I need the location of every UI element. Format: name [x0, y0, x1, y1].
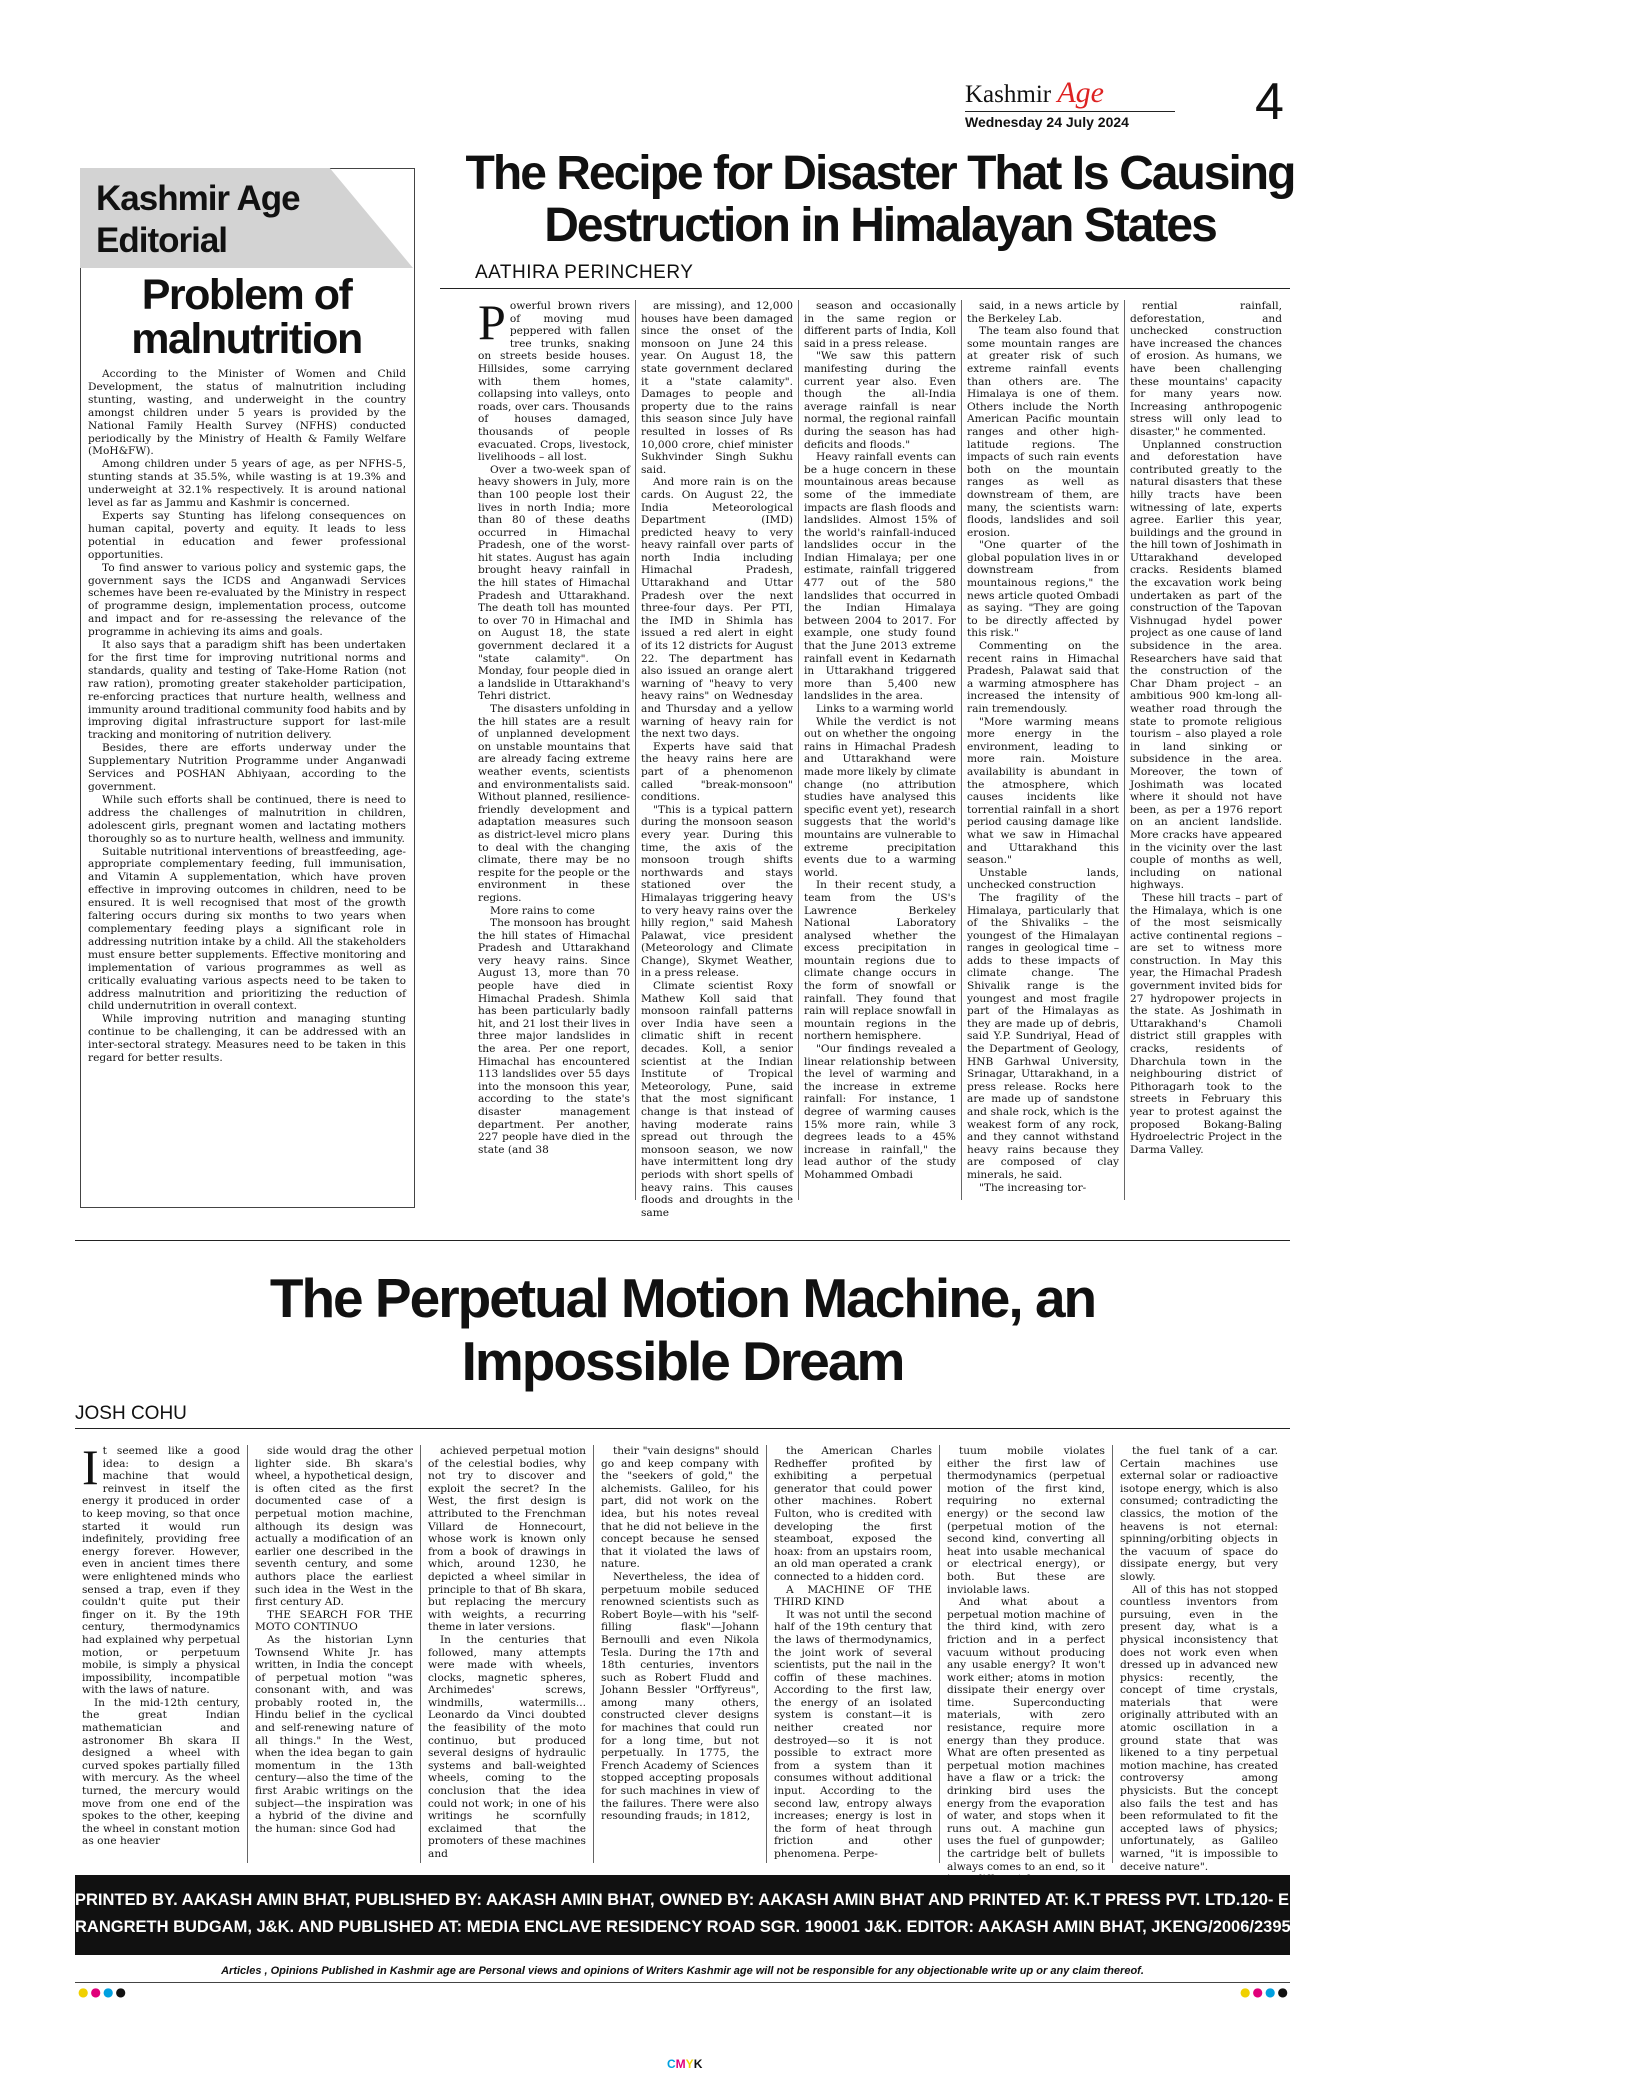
article-paragraph: Climate scientist Roxy Mathew Koll said that monsoon rainfall patterns over India have seen a climatic shift in recent decades. Koll, a senior scientist at the Indian Institute of Tropical Meteorology, Pune, said that the most significant change is that instead of having moderate rains spread out through the monsoon season, we now have intermittent long dry periods with short spells of heavy rains. This causes floods and droughts in the same — [641, 980, 793, 1219]
editorial-paragraph: While improving nutrition and managing stunting continue to be challenging, it can be addressed with an inter-sectoral strategy. Measures need to be taken in this regard for better results. — [88, 1013, 406, 1065]
article-column — [255, 1445, 413, 1863]
column-separator — [766, 1445, 767, 1863]
article-rule — [440, 288, 1290, 289]
column-separator — [1112, 1445, 1113, 1863]
article-column — [774, 1445, 932, 1863]
article-paragraph: As the historian Lynn Townsend White Jr. has written, in India the concept of perpetual motion "was consonant with, and was probably rooted in, the Hindu belief in the cyclical and self-renewing nature of all things." In the West, when the idea began to gain momentum in the 13th century—also the time of the first Arabic writings on the subject—the inspiration was a hybrid of the divine and the human: since God had — [255, 1633, 413, 1835]
article-paragraph: achieved perpetual motion of the celestial bodies, why not try to discover and exploit the secret? In the West, the first design is attributed to the Frenchman Villard de Honnecourt, whose work is known only from a book of drawings in which, around 1230, he depicted a wheel similar in principle to that of Bh skara, but replacing the mercury with weights, a recurring theme in later versions. — [428, 1445, 586, 1634]
issue-date: Wednesday 24 July 2024 — [965, 111, 1175, 130]
article-paragraph: Heavy rainfall events can be a huge concern in these mountainous areas because some of the immediate impacts are flash floods and landslides. Almost 15% of the world's rainfall-induced landslides occur in the Indian Himalaya; per one estimate, rainfall triggered 477 out of the 580 landslides that occurred in the Indian Himalaya between 2004 to 2017. For example, one study found that the June 2013 extreme rainfall event in Kedarnath in Uttarakhand triggered more than 5,400 new landslides in the area. — [804, 451, 956, 703]
article-paragraph: It was not until the second half of the 19th century that the laws of thermodynamics, the joint work of several scientists, put the nail in the coffin of these machines. According to the first law, the energy of an isolated system is constant—it is neither created nor destroyed—so it is not possible to extract more from a system than it consumes without additional input. According to the second law, entropy always increases; energy is lost in the form of heat through friction and other phenomena. Perpe- — [774, 1608, 932, 1860]
article-paragraph: season and occasionally in the same region or different parts of India, Koll said in a press release. — [804, 300, 956, 350]
registration-dots: ●●●● — [1240, 1985, 1290, 1999]
editorial-paragraph: Experts say Stunting has lifelong consequences on human capital, poverty and equity. It leads to less potential in education and fewer professional opportunities. — [88, 509, 406, 561]
column-separator — [939, 1445, 940, 1863]
article-paragraph: "Our findings revealed a linear relationship between the level of warming and the increase in extreme rainfall: For instance, 1 degree of warming causes 15% more rain, while 3 degrees leads to a 45% increase in rainfall," the lead author of the study Mohammed Ombadi — [804, 1043, 956, 1181]
article-byline: AATHIRA PERINCHERY — [475, 262, 694, 283]
article-paragraph: The monsoon has brought the hill states of Himachal Pradesh and Uttarakhand very heavy rains. Since August 13, more than 70 people have died in Himachal Pradesh. Shimla has been particularly badly hit, and 21 lost their lives in three major landslides in the area. Per one report, Himachal has encountered 113 landslides over 55 days into the monsoon this year, according to the state's disaster management department. Per another, 227 people have died in the state (and 38 — [478, 917, 631, 1156]
editorial-body — [88, 368, 406, 1200]
article-text: t seemed like a good idea: to design a machine that would reinvest in itself the energy it produced in order to keep moving, so that once started it would run indefinitely, providing free energy forever. However, even in ancient times there were enlightened minds who sensed a trap, even if they couldn't quite put their finger on it. By the 19th century, thermodynamics had explained why perpetual motion, or perpetuum mobile, is simply a physical impossibility, incompatible with the laws of nature. — [82, 1445, 240, 1697]
article-paragraph: tuum mobile violates either the first law of thermodynamics (perpetual motion of the first kind, requiring no external energy) or the second law (perpetual motion of the second kind, converting all heat into usable mechanical or electrical energy), or both. But these are inviolable laws. — [947, 1445, 1105, 1596]
article-paragraph: said, in a news article by the Berkeley Lab. — [967, 300, 1119, 325]
article-column — [82, 1439, 240, 1863]
article-column — [601, 1445, 759, 1863]
article-paragraph — [82, 1439, 240, 1697]
article-paragraph: Commenting on the recent rains in Himachal Pradesh, Palawat said that a warming atmosphere has increased the intensity of rain tremendously. — [967, 640, 1119, 715]
column-separator — [1124, 300, 1125, 1200]
article-paragraph: "More warming means more energy in the environment, leading to more rain. Moisture availability is abundant in the atmosphere, which causes incidents like torrential rainfall in a short period causing damage like what we saw in Himachal and Uttarakhand this season." — [967, 715, 1119, 867]
article-column — [804, 300, 956, 1200]
article-paragraph: side would drag the other lighter side. Bh skara's wheel, a hypothetical design, is often cited as the first documented case of a perpetual motion machine, although its design was actually a modification of an earlier one described in the seventh century, and some authors place the earliest such idea in the West in the first century AD. — [255, 1445, 413, 1609]
article-column — [428, 1445, 586, 1863]
article-column — [967, 300, 1119, 1200]
article-paragraph: Experts have said that the heavy rains here are part of a phenomenon called "break-monsoon" conditions. — [641, 740, 793, 804]
editorial-paragraph: Among children under 5 years of age, as per NFHS-5, stunting stands at 35.5%, while wasting is at 19.3% and underweight at 32.1% respectively. It is around national level as far as Jammu and Kashmir is concerned. — [88, 458, 406, 510]
editorial-paragraph: It also says that a paradigm shift has been undertaken for the first time for improving nutritional norms and standards, quality and testing of Take-Home Ration (not raw ration), promoting greater stakeholder participation, re-enforcing practices that nurture health, wellness and immunity around traditional community food habits and by improving digital infrastructure support for last-mile tracking and monitoring of nutrition delivery. — [88, 639, 406, 742]
article-headline: The Perpetual Motion Machine, an Impossible Dream — [269, 1267, 1096, 1392]
disclaimer: Articles , Opinions Published in Kashmir age are Personal views and opinions of Writers Kashmir age will not be responsible for any objectionable write up or any claim thereof. — [221, 1965, 1144, 1977]
article-paragraph: are missing), and 12,000 houses have been damaged since the onset of the monsoon on June 24 this year. On August 18, the state government declared it a "state calamity". Damages to people and property due to the rains this season since July have resulted in losses of Rs 10,000 crore, chief minister Sukhvinder Singh Sukhu said. — [641, 300, 793, 476]
article-paragraph: "The increasing tor- — [979, 1181, 1087, 1194]
article-paragraph: The team also found that some mountain ranges are at greater risk of such extreme rainfall events than others are. The Himalaya is one of them. Others include the North American Pacific mountain ranges and other high-latitude regions. The impacts of such rain events both on the mountain ranges as well as downstream of them, are many, the scientists warn: floods, landslides and soil erosion. — [967, 325, 1119, 539]
article-paragraph: their "vain designs" should go and keep company with the "seekers of gold," the alchemists. Galileo, for his part, did not work on the idea, but his notes reveal that he did not believe in the concept because he sensed that it violated the laws of nature. — [601, 1445, 759, 1571]
column-separator — [420, 1445, 421, 1863]
article-paragraph: More rains to come — [490, 904, 595, 917]
article-paragraph: A MACHINE OF THE THIRD KIND — [774, 1583, 932, 1609]
article-paragraph: In their recent study, a team from the US's Lawrence Berkeley National Laboratory analysed whether the excess precipitation in mountain regions due to climate change occurs in the form of snowfall or rainfall. They found that rain will replace snowfall in mountain regions in the northern hemisphere. — [804, 879, 956, 1043]
article-paragraph: THE SEARCH FOR THE MOTO CONTINUO — [255, 1608, 413, 1634]
editorial-paragraph: While such efforts shall be continued, there is need to address the challenges of malnutrition in children, adolescent girls, pregnant women and lactating mothers thoroughly so as to nurture health, wellness and immunity. — [88, 793, 406, 845]
column-separator — [961, 300, 962, 1200]
article-paragraph: While the verdict is not out on whether the ongoing rains in Himachal Pradesh and Uttarakhand were made more likely by climate change (no attribution studies have analysed this specific event yet), research suggests that the world's mountains are vulnerable to extreme precipitation events due to a warming world. — [804, 715, 956, 879]
article-paragraph: Over a two-week span of heavy showers in July, more than 100 people lost their lives in north India; more than 80 of these deaths occurred in Himachal Pradesh, one of the worst-hit states. August has again brought heavy rainfall in the hill states of Himachal Pradesh and Uttarakhand. The death toll has mounted to over 70 in Himachal and on August 18, the state government declared it a "state calamity". On Monday, four people died in a landslide in Uttarakhand's Tehri district. — [478, 463, 630, 703]
registration-dots: ●●●● — [78, 1985, 128, 1999]
article-column — [478, 294, 631, 1200]
imprint-line: PRINTED BY. AAKASH AMIN BHAT, PUBLISHED BY: AAKASH AMIN BHAT, OWNED BY: AAKASH AMIN BHAT AND PRINTED AT: K.T PRESS PVT. LTD.120- ELECTRONIC COMPLEX INDUSTRIAL ESTATE — [75, 1891, 1643, 1909]
editorial-title: Problem of malnutrition — [131, 271, 362, 363]
editorial-paragraph: To find answer to various policy and systemic gaps, the government says the ICDS and Anganwadi Services schemes have been re-evaluated by the Ministry in respect of programme design, implementation process, outcome and impact and for re-assessing the relevance of the programme in achieving its aims and goals. — [88, 561, 406, 639]
article-paragraph: All of this has not stopped countless inventors from pursuing, even in the present day, what is a physical inconsistency that does not work even when dressed up in advanced new physics: recently, the concept of time crystals, materials that were originally attributed with an atomic oscillation in a ground state that was likened to a tiny perpetual motion machine, has created controversy among physicists. But the concept also fails the test and has been reformulated to fit the accepted laws of physics; unfortunately, as Galileo warned, "it is impossible to deceive nature". — [1120, 1583, 1278, 1873]
article-rule — [75, 1428, 1290, 1429]
article-paragraph: The disasters unfolding in the hill states are a result of unplanned development on unstable mountains that are already facing extreme weather events, scientists and environmentalists said. Without planned, resilience-friendly development and adaptation measures such as district-level micro plans to deal with the changing climate, there may be no respite for the people or the environment in these regions. — [478, 703, 630, 904]
article-paragraph: And what about a perpetual motion machine of the third kind, with zero friction and in a perfect vacuum without producing any usable energy? It won't work either; atoms in motion dissipate their energy over time. Superconducting materials, with zero resistance, require more energy than they produce. What are often presented as perpetual motion machines have a flaw or a trick: the drinking bird uses the energy from the evaporation of water, and stops when it runs out. A machine gun uses the fuel of gunpowder; the cartridge belt of bullets always comes to an end, so it — [947, 1596, 1105, 1873]
article-paragraph: The fragility of the Himalaya, particularly that of the Shivaliks – the youngest of the Himalayan ranges in geological time – adds to these impacts of climate change. The Shivalik range is the youngest and most fragile part of the Himalayas as they are made up of debris, said Y.P. Sundriyal, Head of the Department of Geology, HNB Garhwal University, Srinagar, Uttarakhand, in a press release. Rocks here are made up of sandstone and shale rock, which is the weakest form of any rock, and they cannot withstand heavy rains because they are composed of clay minerals, he said. — [967, 891, 1119, 1181]
article-paragraph: These hill tracts – part of the Himalaya, which is one of the most seismically active continental regions – are set to witness more construction. In May this year, the Himachal Pradesh government invited bids for 27 hydropower projects in the state. As Joshimath in Uttarakhand's Chamoli district still grapples with cracks, residents of Dharchula town in the neighbouring district of Pithoragarh took to the streets in February this year to protest against the proposed Bokang-Baling Hydroelectric Project in the Darma Valley. — [1130, 891, 1282, 1156]
article-column — [947, 1445, 1105, 1873]
article-paragraph: "We saw this pattern manifesting during the current year also. Even though the all-India average rainfall is near normal, the regional rainfall during the season has had deficits and floods." — [804, 350, 956, 451]
drop-cap: P — [478, 294, 506, 350]
article-paragraph: the American Charles Redheffer profited by exhibiting a perpetual generator that could power other machines. Robert Fulton, who is credited with developing the first steamboat, exposed the hoax: from an upstairs room, an old man operated a crank connected to a hidden cord. — [774, 1445, 932, 1583]
imprint-line: RANGRETH BUDGAM, J&K. AND PUBLISHED AT: MEDIA ENCLAVE RESIDENCY ROAD SGR. 190001 J&K. EDITOR: AAKASH AMIN BHAT, JKENG/2006/23952 — [75, 1918, 1300, 1936]
article-headline: The Recipe for Disaster That Is Causing Destruction in Himalayan States — [465, 147, 1295, 252]
article-column — [641, 300, 793, 1219]
article-paragraph — [478, 294, 630, 464]
section-divider — [75, 1240, 1290, 1241]
footer-rule — [75, 1982, 1290, 1983]
article-paragraph: "This is a typical pattern during the monsoon season every year. During this time, the axis of the monsoon trough shifts northwards and stays stationed over the Himalayas triggering heavy to very heavy rains over the hilly region," said Mahesh Palawat, vice president (Meteorology and Climate Change), Skymet Weather, in a press release. — [641, 803, 793, 980]
editorial-paragraph: Besides, there are efforts underway under the Supplementary Nutrition Programme under Anganwadi Services and POSHAN Abhiyaan, according to the government. — [88, 742, 406, 793]
article-paragraph: And more rain is on the cards. On August 22, the India Meteorological Department (IMD) predicted heavy to very heavy rainfall over parts of north India including Himachal Pradesh, Uttarakhand and Uttar Pradesh over the next three-four days. Per PTI, the IMD in Shimla has issued a red alert in eight of its 12 districts for August 22. The department has also issued an orange alert warning of "heavy to very heavy rains" on Wednesday and Thursday and a yellow warning of heavy rain for the next two days. — [641, 476, 793, 741]
editorial-paragraph: Suitable nutritional interventions of breastfeeding, age-appropriate complementary feeding, full immunisation, and Vitamin A supplementation, which have proven effective in improving outcomes in children, need to be ensured. It is well recognised that most of the growth faltering occurs during six months to two years when complementary feeding plays a significant role in addressing nutrition intake by a child. All the stakeholders must ensure better supplements. Effective monitoring and implementation of various programmes as well as critically evaluating various aspects need to be taken to address malnutrition and prioritizing the reduction of child undernutrition in overall context. — [88, 845, 406, 1013]
article-paragraph: In the mid-12th century, the great Indian mathematician and astronomer Bh skara II designed a wheel with curved spokes partially filled with mercury. As the wheel turned, the mercury would move from one end of the spokes to the other, keeping the wheel in constant motion as one heavier — [82, 1696, 240, 1848]
drop-cap: I — [82, 1439, 99, 1495]
cmyk-mark: CMYK — [667, 2057, 703, 2071]
column-separator — [798, 300, 799, 1200]
article-paragraph: Unplanned construction and deforestation have contributed greatly to the natural disasters that these hilly tracts have been witnessing of late, experts agree. Earlier this year, buildings and the ground in the hill town of Joshimath in Uttarakhand developed cracks. Residents blamed the excavation work being undertaken as part of the construction of the Tapovan Vishnugad hydel power project as one cause of land subsidence in the area. Researchers have said that the construction of the Char Dham project – an ambitious 900 km-long all-weather road through the state to promote religious tourism – also played a role in land sinking or subsidence in the area. Moreover, the town of Joshimath was located where it should not have been, as per a 1976 report on an ancient landslide. More cracks have appeared in the vicinity over the last couple of months as well, including on national highways. — [1130, 438, 1282, 892]
article-paragraph: rential rainfall, deforestation, and unchecked construction have increased the chances of erosion. As humans, we have been challenging these mountains' capacity for many years now. Increasing anthropogenic stress will only lead to disaster," he commented. — [1130, 300, 1282, 438]
article-column — [1130, 300, 1282, 1200]
column-separator — [247, 1445, 248, 1863]
masthead — [965, 76, 1300, 136]
imprint-bar — [75, 1875, 1643, 1955]
column-separator — [593, 1445, 594, 1863]
column-separator — [635, 300, 636, 1200]
article-paragraph: Nevertheless, the idea of perpetuum mobile seduced renowned scientists such as Robert Boyle—with his "self-filling flask"—Johann Bernoulli and even Nikola Tesla. During the 17th and 18th centuries, inventors such as Robert Fludd and Johann Bessler "Orffyreus", among many others, constructed clever designs for machines that could run for a long time, but not perpetually. In 1775, the French Academy of Sciences stopped accepting proposals for such machines in view of the failures. There were also resounding frauds; in 1812, — [601, 1570, 759, 1823]
article-paragraph: the fuel tank of a car. Certain machines use external solar or radioactive isotope energy, which is also consumed; contradicting the classics, the motion of the heavens is not eternal: spinning/orbiting objects in the vacuum of space do dissipate energy, but very slowly. — [1120, 1445, 1278, 1583]
article-paragraph: In the centuries that followed, many attempts were made with wheels, clocks, magnetic spheres, Archimedes' screws, windmills, watermills... Leonardo da Vinci doubted the feasibility of the moto continuo, but produced several designs of hydraulic systems and ball-weighted wheels, coming to the conclusion that the idea could not work; in one of his writings he scornfully exclaimed that the promoters of these machines and — [428, 1633, 586, 1860]
editorial-paragraph: According to the Minister of Women and Child Development, the status of malnutrition including stunting, wasting, and underweight in the country amongst children under 5 years is provided by the National Family Health Survey (NFHS) conducted periodically by the Ministry of Health & Family Welfare (MoH&FW). — [88, 368, 406, 458]
editorial-header — [80, 168, 413, 268]
article-paragraph: "One quarter of the global population lives in or downstream from mountainous regions," the news article quoted Ombadi as saying. "They are going to be directly affected by this risk." — [967, 539, 1119, 640]
editorial-label: Kashmir Age Editorial — [96, 179, 300, 260]
page-number: 4 — [1255, 73, 1284, 131]
article-paragraph: Links to a warming world — [816, 703, 954, 715]
newspaper-logo: Kashmir Age — [965, 76, 1104, 109]
article-paragraph: Unstable lands, unchecked construction — [967, 866, 1119, 892]
article-column — [1120, 1445, 1278, 1873]
article-text: owerful brown rivers of moving mud peppered with fallen tree trunks, snaking on streets beside houses. Hillsides, some carrying with them homes, collapsing into valleys, onto roads, over cars. Thousands of houses damaged, thousands of people evacuated. Crops, livestock, livelihoods – all lost. — [478, 300, 630, 464]
article-byline: JOSH COHU — [75, 1403, 187, 1424]
